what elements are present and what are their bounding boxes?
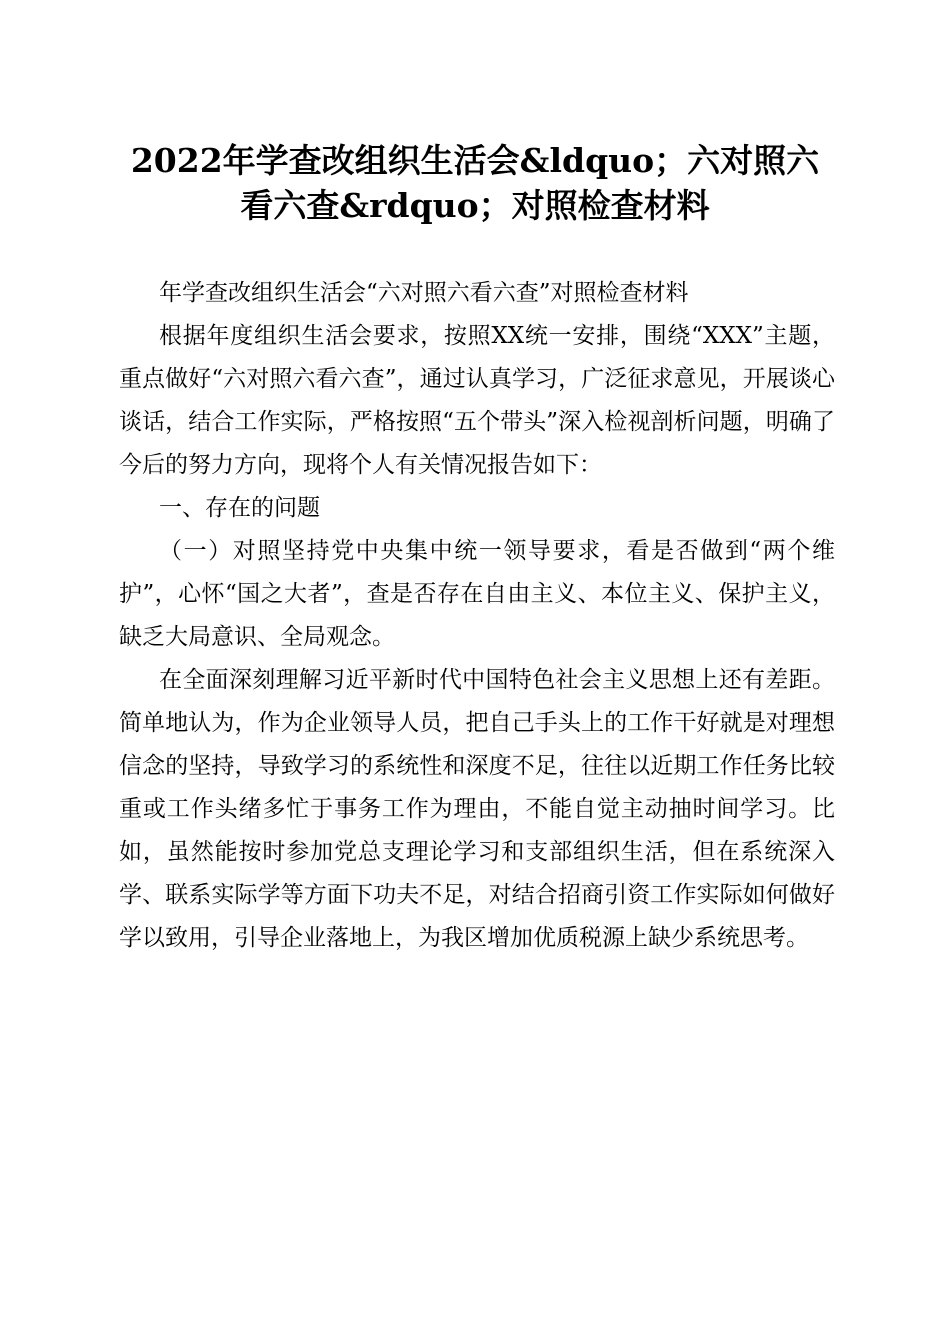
document-title-line-2: 看六查&rdquo；对照检查材料 xyxy=(240,186,710,225)
section-heading-problems: 一、存在的问题 xyxy=(159,495,320,521)
document-title-line-1: 2022年学查改组织生活会&ldquo；六对照六 xyxy=(130,141,820,180)
body-paragraph-1: 在全面深刻理解习近平新时代中国特色社会主义思想上还有差距。简单地认为，作为企业领导人员，把自己手头上的工作干好就是对理想信念的坚持，导致学习的系统性和深度不足，往往以近期工作任务比较重或工作头绪多忙于事务工作为理由，不能自觉主动抽时间学习。比如，虽然能按时参加党总支理论学习和支部组织生活，但在系统深入学、联系实际学等方面下功夫不足，对结合招商引资工作实际如何做好学以致用，引导企业落地上，为我区增加优质税源上缺少系统思考。 xyxy=(119,667,835,951)
intro-paragraph: 根据年度组织生活会要求，按照XX统一安排，围绕“XXX”主题，重点做好“六对照六看六查”，通过认真学习，广泛征求意见，开展谈心谈话，结合工作实际，严格按照“五个带头”深入检视剖析问题，明确了今后的努力方向，现将个人有关情况报告如下： xyxy=(119,323,835,478)
document-body xyxy=(119,272,835,960)
subsection-heading-1: （一）对照坚持党中央集中统一领导要求，看是否做到“两个维护”，心怀“国之大者”，查是否存在自由主义、本位主义、保护主义，缺乏大局意识、全局观念。 xyxy=(119,538,835,650)
intro-subtitle-paragraph: 年学查改组织生活会“六对照六看六查”对照检查材料 xyxy=(159,280,689,306)
